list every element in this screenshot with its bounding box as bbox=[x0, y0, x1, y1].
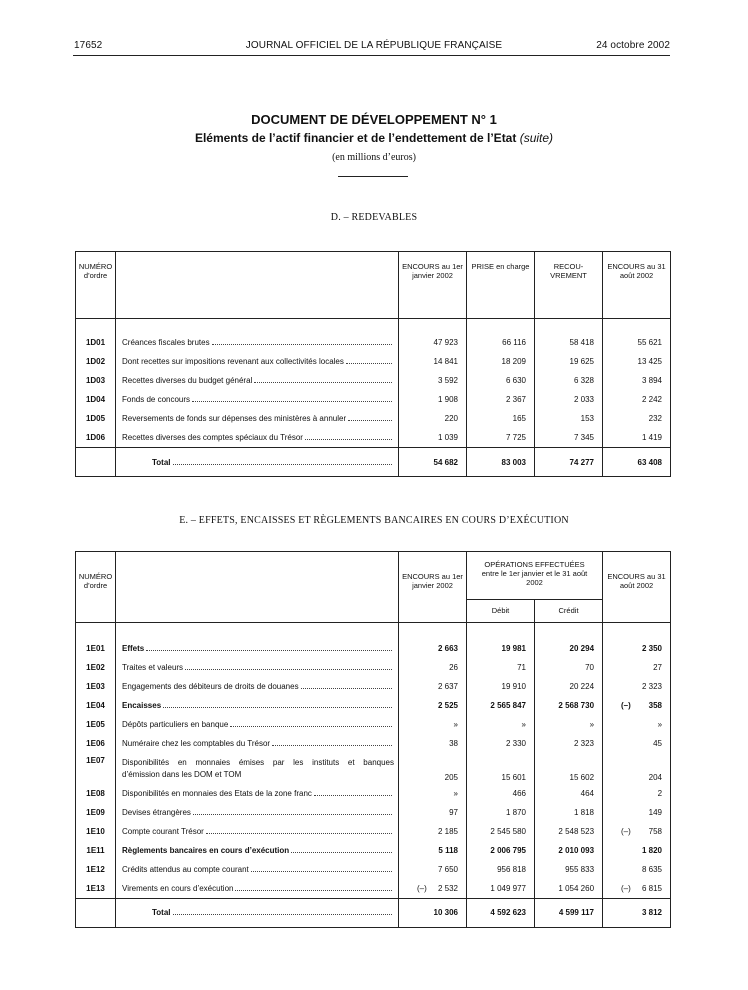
cell-v3 bbox=[535, 390, 603, 409]
row-code: 1D04 bbox=[76, 390, 116, 409]
row-code: 1E07 bbox=[76, 753, 116, 784]
table-row bbox=[76, 753, 671, 784]
value-v2: 466 bbox=[512, 788, 526, 798]
col-numero: NUMÉRO d’ordre bbox=[76, 552, 116, 623]
cell-v1 bbox=[399, 715, 467, 734]
cell-v3 bbox=[535, 658, 603, 677]
row-code: 1D01 bbox=[76, 333, 116, 352]
row-code: 1E01 bbox=[76, 639, 116, 658]
row-code: 1D06 bbox=[76, 428, 116, 448]
total-v4: 63 408 bbox=[603, 448, 671, 477]
value-v1: 2 525 bbox=[437, 700, 458, 710]
col-encours-debut: ENCOURS au 1er janvier 2002 bbox=[399, 552, 467, 623]
cell-v1 bbox=[399, 822, 467, 841]
cell-v4 bbox=[603, 784, 671, 803]
total-v2: 83 003 bbox=[467, 448, 535, 477]
value-v2: 2 565 847 bbox=[490, 700, 526, 710]
row-label bbox=[116, 390, 399, 409]
cell-v2 bbox=[467, 822, 535, 841]
table-e-total bbox=[76, 898, 671, 927]
value-v1: 205 bbox=[444, 772, 458, 782]
operations-label: OPÉRATIONS EFFECTUÉES entre le 1er janvier et le 31 août 2002 bbox=[481, 560, 588, 587]
value-v1: 2 532 bbox=[437, 883, 458, 893]
value-v2: 7 725 bbox=[505, 433, 526, 442]
issue-date: 24 octobre 2002 bbox=[596, 40, 670, 51]
cell-v4 bbox=[603, 390, 671, 409]
table-row bbox=[76, 879, 671, 899]
cell-v1 bbox=[399, 333, 467, 352]
cell-v3 bbox=[535, 784, 603, 803]
leader-dots bbox=[272, 744, 392, 746]
cell-v3 bbox=[535, 841, 603, 860]
value-v3: 58 418 bbox=[569, 338, 594, 347]
cell-v2 bbox=[467, 753, 535, 784]
value-v1: 7 650 bbox=[437, 864, 458, 874]
col-credit: Crédit bbox=[534, 600, 602, 622]
value-v1: » bbox=[453, 788, 458, 798]
cell-v4 bbox=[603, 677, 671, 696]
cell-v3 bbox=[535, 860, 603, 879]
value-v3: 7 345 bbox=[573, 433, 594, 442]
cell-v4 bbox=[603, 879, 671, 899]
cell-v4 bbox=[603, 352, 671, 371]
row-code: 1E03 bbox=[76, 677, 116, 696]
value-v2: 1 049 977 bbox=[490, 883, 526, 893]
value-v1: 1 908 bbox=[437, 395, 458, 404]
cell-v2 bbox=[467, 371, 535, 390]
cell-v1 bbox=[399, 658, 467, 677]
value-v1: 2 663 bbox=[437, 643, 458, 653]
leader-dots bbox=[212, 343, 392, 345]
cell-v3 bbox=[535, 734, 603, 753]
cell-v2 bbox=[467, 803, 535, 822]
table-row bbox=[76, 677, 671, 696]
cell-v3 bbox=[535, 333, 603, 352]
row-label-text: Encaisses bbox=[122, 700, 162, 710]
value-v1: » bbox=[453, 719, 458, 729]
table-row bbox=[76, 860, 671, 879]
row-label-text: Devises étrangères bbox=[122, 807, 191, 817]
document-title: DOCUMENT DE DÉVELOPPEMENT N° 1 bbox=[251, 112, 497, 127]
table-row bbox=[76, 658, 671, 677]
cell-v2 bbox=[467, 860, 535, 879]
row-code: 1E02 bbox=[76, 658, 116, 677]
row-label bbox=[116, 371, 399, 390]
row-code: 1E13 bbox=[76, 879, 116, 899]
value-v3: 19 625 bbox=[569, 357, 594, 366]
cell-v1 bbox=[399, 860, 467, 879]
value-v3: 2 548 523 bbox=[558, 826, 595, 836]
row-label bbox=[116, 860, 399, 879]
value-v3: 464 bbox=[580, 788, 595, 798]
row-label-text: Dépôts particuliers en banque bbox=[122, 719, 229, 729]
row-label-text: Recettes diverses du budget général bbox=[122, 376, 253, 385]
value-v2: 1 870 bbox=[505, 807, 526, 817]
section-d-title: D. – REDEVABLES bbox=[330, 212, 418, 223]
cell-v2 bbox=[467, 784, 535, 803]
value-v4: 358 bbox=[648, 700, 663, 710]
leader-dots bbox=[230, 725, 392, 727]
table-row bbox=[76, 390, 671, 409]
leader-dots bbox=[146, 649, 392, 651]
value-v1: 5 118 bbox=[438, 845, 458, 855]
col-label bbox=[116, 252, 399, 319]
value-v1: 47 923 bbox=[433, 338, 458, 347]
col-encours-fin: ENCOURS au 31 août 2002 bbox=[603, 552, 671, 623]
leader-dots bbox=[192, 400, 392, 402]
value-v3: 2 033 bbox=[573, 395, 594, 404]
table-e-header bbox=[76, 552, 671, 623]
value-v4: 758 bbox=[648, 826, 663, 836]
value-v3: 955 833 bbox=[565, 864, 595, 874]
value-v1: 2 637 bbox=[437, 681, 458, 691]
row-label bbox=[116, 822, 399, 841]
cell-v2 bbox=[467, 333, 535, 352]
cell-v2 bbox=[467, 390, 535, 409]
row-label bbox=[116, 333, 399, 352]
cell-v1 bbox=[399, 352, 467, 371]
value-v4: 1 419 bbox=[641, 433, 662, 442]
cell-v4 bbox=[603, 409, 671, 428]
value-v4: 204 bbox=[648, 772, 663, 782]
table-d-total bbox=[76, 448, 671, 477]
value-v1: 220 bbox=[444, 414, 458, 423]
value-v2: » bbox=[521, 719, 526, 729]
value-v2: 2 545 580 bbox=[490, 826, 526, 836]
cell-v2 bbox=[467, 639, 535, 658]
value-v4: 8 635 bbox=[641, 864, 663, 874]
value-v1: 26 bbox=[449, 662, 458, 672]
table-row bbox=[76, 352, 671, 371]
row-label bbox=[116, 715, 399, 734]
table-row bbox=[76, 428, 671, 448]
cell-v3 bbox=[535, 696, 603, 715]
table-row bbox=[76, 696, 671, 715]
leader-dots bbox=[251, 870, 392, 872]
total-v3: 4 599 117 bbox=[535, 898, 603, 927]
leader-dots bbox=[254, 381, 392, 383]
table-row bbox=[76, 715, 671, 734]
header-rule bbox=[73, 55, 670, 56]
row-label-line1: Disponibilités en monnaies émises par les instituts et banques bbox=[122, 757, 394, 767]
value-v3: 2 010 093 bbox=[558, 845, 595, 855]
cell-v3 bbox=[535, 803, 603, 822]
table-row bbox=[76, 822, 671, 841]
cell-v1 bbox=[399, 428, 467, 448]
cell-v2 bbox=[467, 428, 535, 448]
leader-dots bbox=[305, 438, 392, 440]
row-label-text: Reversements de fonds sur dépenses des ministères à annuler bbox=[122, 414, 347, 423]
negative-marker: (–) bbox=[621, 883, 631, 893]
leader-dots bbox=[314, 794, 392, 796]
row-label-text: Fonds de concours bbox=[122, 395, 191, 404]
value-v1: 14 841 bbox=[433, 357, 458, 366]
value-v3: 15 602 bbox=[569, 772, 595, 782]
row-label-text: Disponibilités en monnaies des Etats de la zone franc bbox=[122, 788, 312, 798]
cell-v3 bbox=[535, 879, 603, 899]
cell-v1 bbox=[399, 390, 467, 409]
value-v2: 2 367 bbox=[505, 395, 526, 404]
col-encours-fin: ENCOURS au 31 août 2002 bbox=[603, 252, 671, 319]
cell-v3 bbox=[535, 639, 603, 658]
value-v3: 2 568 730 bbox=[558, 700, 595, 710]
value-v4: 6 815 bbox=[641, 883, 663, 893]
value-v4: 149 bbox=[648, 807, 663, 817]
cell-v1 bbox=[399, 784, 467, 803]
cell-v2 bbox=[467, 696, 535, 715]
cell-v4 bbox=[603, 639, 671, 658]
value-v4: 27 bbox=[653, 662, 663, 672]
unit-note: (en millions d’euros) bbox=[332, 152, 416, 163]
value-v3: » bbox=[589, 719, 595, 729]
total-label: Total bbox=[152, 908, 171, 917]
table-d-header bbox=[76, 252, 671, 319]
row-label bbox=[116, 803, 399, 822]
value-v3: 153 bbox=[580, 414, 594, 423]
row-code: 1E05 bbox=[76, 715, 116, 734]
row-label bbox=[116, 677, 399, 696]
cell-v3 bbox=[535, 371, 603, 390]
cell-v1 bbox=[399, 841, 467, 860]
leader-dots bbox=[185, 668, 392, 670]
cell-v1 bbox=[399, 696, 467, 715]
cell-v1 bbox=[399, 734, 467, 753]
cell-v3 bbox=[535, 822, 603, 841]
cell-v1 bbox=[399, 803, 467, 822]
value-v3: 20 224 bbox=[569, 681, 595, 691]
cell-v1 bbox=[399, 879, 467, 899]
leader-dots bbox=[193, 813, 392, 815]
value-v3: 2 323 bbox=[573, 738, 595, 748]
cell-v3 bbox=[535, 409, 603, 428]
value-v3: 1 054 260 bbox=[558, 883, 595, 893]
col-recouvrement: RECOU- VREMENT bbox=[535, 252, 603, 319]
table-row bbox=[76, 784, 671, 803]
value-v4: 2 bbox=[657, 788, 663, 798]
row-code: 1E09 bbox=[76, 803, 116, 822]
value-v3: 70 bbox=[585, 662, 595, 672]
page-number: 17652 bbox=[74, 40, 103, 51]
value-v4: 1 820 bbox=[641, 845, 663, 855]
row-label-text: Numéraire chez les comptables du Trésor bbox=[122, 738, 271, 748]
value-v2: 18 209 bbox=[501, 357, 526, 366]
cell-v2 bbox=[467, 841, 535, 860]
cell-v1 bbox=[399, 371, 467, 390]
value-v3: 1 818 bbox=[573, 807, 595, 817]
total-v4: 3 812 bbox=[603, 898, 671, 927]
row-label-text: Compte courant Trésor bbox=[122, 826, 204, 836]
value-v1: 97 bbox=[449, 807, 458, 817]
value-v3: 6 328 bbox=[573, 376, 594, 385]
value-v4: 13 425 bbox=[637, 357, 662, 366]
row-code: 1E11 bbox=[76, 841, 116, 860]
value-v4: 2 242 bbox=[641, 395, 662, 404]
table-effets bbox=[75, 551, 671, 928]
row-label bbox=[116, 352, 399, 371]
table-row bbox=[76, 409, 671, 428]
row-label bbox=[116, 409, 399, 428]
value-v2: 6 630 bbox=[505, 376, 526, 385]
cell-v2 bbox=[467, 715, 535, 734]
value-v4: » bbox=[657, 719, 663, 729]
row-label-text: Créances fiscales brutes bbox=[122, 338, 210, 347]
negative-marker: (–) bbox=[621, 700, 631, 710]
negative-marker: (–) bbox=[417, 883, 427, 893]
total-v2: 4 592 623 bbox=[467, 898, 535, 927]
total-v1: 10 306 bbox=[399, 898, 467, 927]
row-code: 1D05 bbox=[76, 409, 116, 428]
leader-dots bbox=[348, 419, 392, 421]
cell-v4 bbox=[603, 428, 671, 448]
total-label: Total bbox=[152, 457, 171, 467]
value-v2: 71 bbox=[517, 662, 526, 672]
cell-v4 bbox=[603, 841, 671, 860]
value-v1: 3 592 bbox=[437, 376, 458, 385]
cell-v3 bbox=[535, 677, 603, 696]
value-v4: 2 323 bbox=[641, 681, 663, 691]
row-code: 1E10 bbox=[76, 822, 116, 841]
row-label-text: Dont recettes sur impositions revenant aux collectivités locales bbox=[122, 357, 344, 366]
cell-v4 bbox=[603, 753, 671, 784]
row-label bbox=[116, 428, 399, 448]
row-label-line2: d’émission dans les DOM et TOM bbox=[122, 769, 242, 779]
col-encours-debut: ENCOURS au 1er janvier 2002 bbox=[399, 252, 467, 319]
leader-dots bbox=[346, 362, 392, 364]
journal-title: JOURNAL OFFICIEL DE LA RÉPUBLIQUE FRANÇAISE bbox=[245, 40, 503, 51]
leader-dots bbox=[301, 687, 392, 689]
row-label bbox=[116, 784, 399, 803]
value-v2: 66 116 bbox=[502, 338, 526, 347]
total-v3: 74 277 bbox=[535, 448, 603, 477]
value-v2: 15 601 bbox=[501, 772, 526, 782]
col-numero: NUMÉRO d’ordre bbox=[76, 252, 116, 319]
value-v2: 19 981 bbox=[501, 643, 526, 653]
table-row bbox=[76, 333, 671, 352]
cell-v4 bbox=[603, 696, 671, 715]
leader-dots bbox=[206, 832, 392, 834]
value-v2: 956 818 bbox=[497, 864, 526, 874]
cell-v3 bbox=[535, 428, 603, 448]
cell-v4 bbox=[603, 658, 671, 677]
negative-marker: (–) bbox=[621, 826, 631, 836]
value-v4: 45 bbox=[653, 738, 663, 748]
row-code: 1E08 bbox=[76, 784, 116, 803]
cell-v4 bbox=[603, 371, 671, 390]
leader-dots bbox=[235, 889, 392, 891]
value-v4: 2 350 bbox=[641, 643, 663, 653]
cell-v2 bbox=[467, 409, 535, 428]
value-v3: 20 294 bbox=[569, 643, 595, 653]
table-row bbox=[76, 371, 671, 390]
cell-v3 bbox=[535, 715, 603, 734]
table-row bbox=[76, 639, 671, 658]
cell-v2 bbox=[467, 658, 535, 677]
value-v2: 165 bbox=[512, 414, 526, 423]
table-row bbox=[76, 841, 671, 860]
table-row bbox=[76, 734, 671, 753]
table-redevables bbox=[75, 251, 671, 477]
value-v4: 55 621 bbox=[637, 338, 662, 347]
total-v1: 54 682 bbox=[399, 448, 467, 477]
row-code: 1E12 bbox=[76, 860, 116, 879]
row-label bbox=[116, 639, 399, 658]
cell-v4 bbox=[603, 715, 671, 734]
row-label-text: Règlements bancaires en cours d’exécution bbox=[122, 845, 290, 855]
value-v2: 19 910 bbox=[501, 681, 526, 691]
value-v1: 38 bbox=[449, 738, 458, 748]
row-label-text: Crédits attendus au compte courant bbox=[122, 864, 249, 874]
cell-v4 bbox=[603, 333, 671, 352]
row-label-text: Engagements des débiteurs de droits de douanes bbox=[122, 681, 299, 691]
col-operations bbox=[467, 552, 603, 623]
cell-v3 bbox=[535, 352, 603, 371]
leader-dots bbox=[291, 851, 392, 853]
cell-v1 bbox=[399, 409, 467, 428]
table-row bbox=[76, 803, 671, 822]
value-v2: 2 006 795 bbox=[490, 845, 526, 855]
row-label-text: Recettes diverses des comptes spéciaux du Trésor bbox=[122, 433, 303, 442]
row-code: 1E04 bbox=[76, 696, 116, 715]
cell-v2 bbox=[467, 734, 535, 753]
row-code: 1E06 bbox=[76, 734, 116, 753]
row-label bbox=[116, 734, 399, 753]
row-label bbox=[116, 841, 399, 860]
title-divider bbox=[338, 176, 408, 177]
row-label-text: Traites et valeurs bbox=[122, 662, 184, 672]
cell-v4 bbox=[603, 803, 671, 822]
cell-v2 bbox=[467, 879, 535, 899]
col-debit: Débit bbox=[491, 606, 510, 615]
row-label-text: Effets bbox=[122, 643, 145, 653]
row-label bbox=[116, 879, 399, 899]
row-label bbox=[116, 696, 399, 715]
cell-v1 bbox=[399, 753, 467, 784]
section-e-title: E. – EFFETS, ENCAISSES ET RÈGLEMENTS BANCAIRES EN COURS D’EXÉCUTION bbox=[179, 515, 569, 526]
cell-v4 bbox=[603, 734, 671, 753]
cell-v4 bbox=[603, 822, 671, 841]
leader-dots bbox=[163, 706, 392, 708]
document-subtitle: Eléments de l’actif financier et de l’endettement de l’Etat (suite) bbox=[194, 131, 554, 145]
value-v4: 232 bbox=[648, 414, 662, 423]
cell-v1 bbox=[399, 677, 467, 696]
col-label bbox=[116, 552, 399, 623]
cell-v2 bbox=[467, 352, 535, 371]
value-v2: 2 330 bbox=[505, 738, 526, 748]
cell-v4 bbox=[603, 860, 671, 879]
cell-v3 bbox=[535, 753, 603, 784]
row-label bbox=[116, 658, 399, 677]
row-code: 1D02 bbox=[76, 352, 116, 371]
col-prise: PRISE en charge bbox=[467, 252, 535, 319]
cell-v1 bbox=[399, 639, 467, 658]
value-v1: 1 039 bbox=[437, 433, 458, 442]
value-v4: 3 894 bbox=[641, 376, 662, 385]
row-label bbox=[116, 753, 399, 784]
cell-v2 bbox=[467, 677, 535, 696]
value-v1: 2 185 bbox=[437, 826, 458, 836]
row-label-text: Virements en cours d’exécution bbox=[122, 883, 234, 893]
row-code: 1D03 bbox=[76, 371, 116, 390]
